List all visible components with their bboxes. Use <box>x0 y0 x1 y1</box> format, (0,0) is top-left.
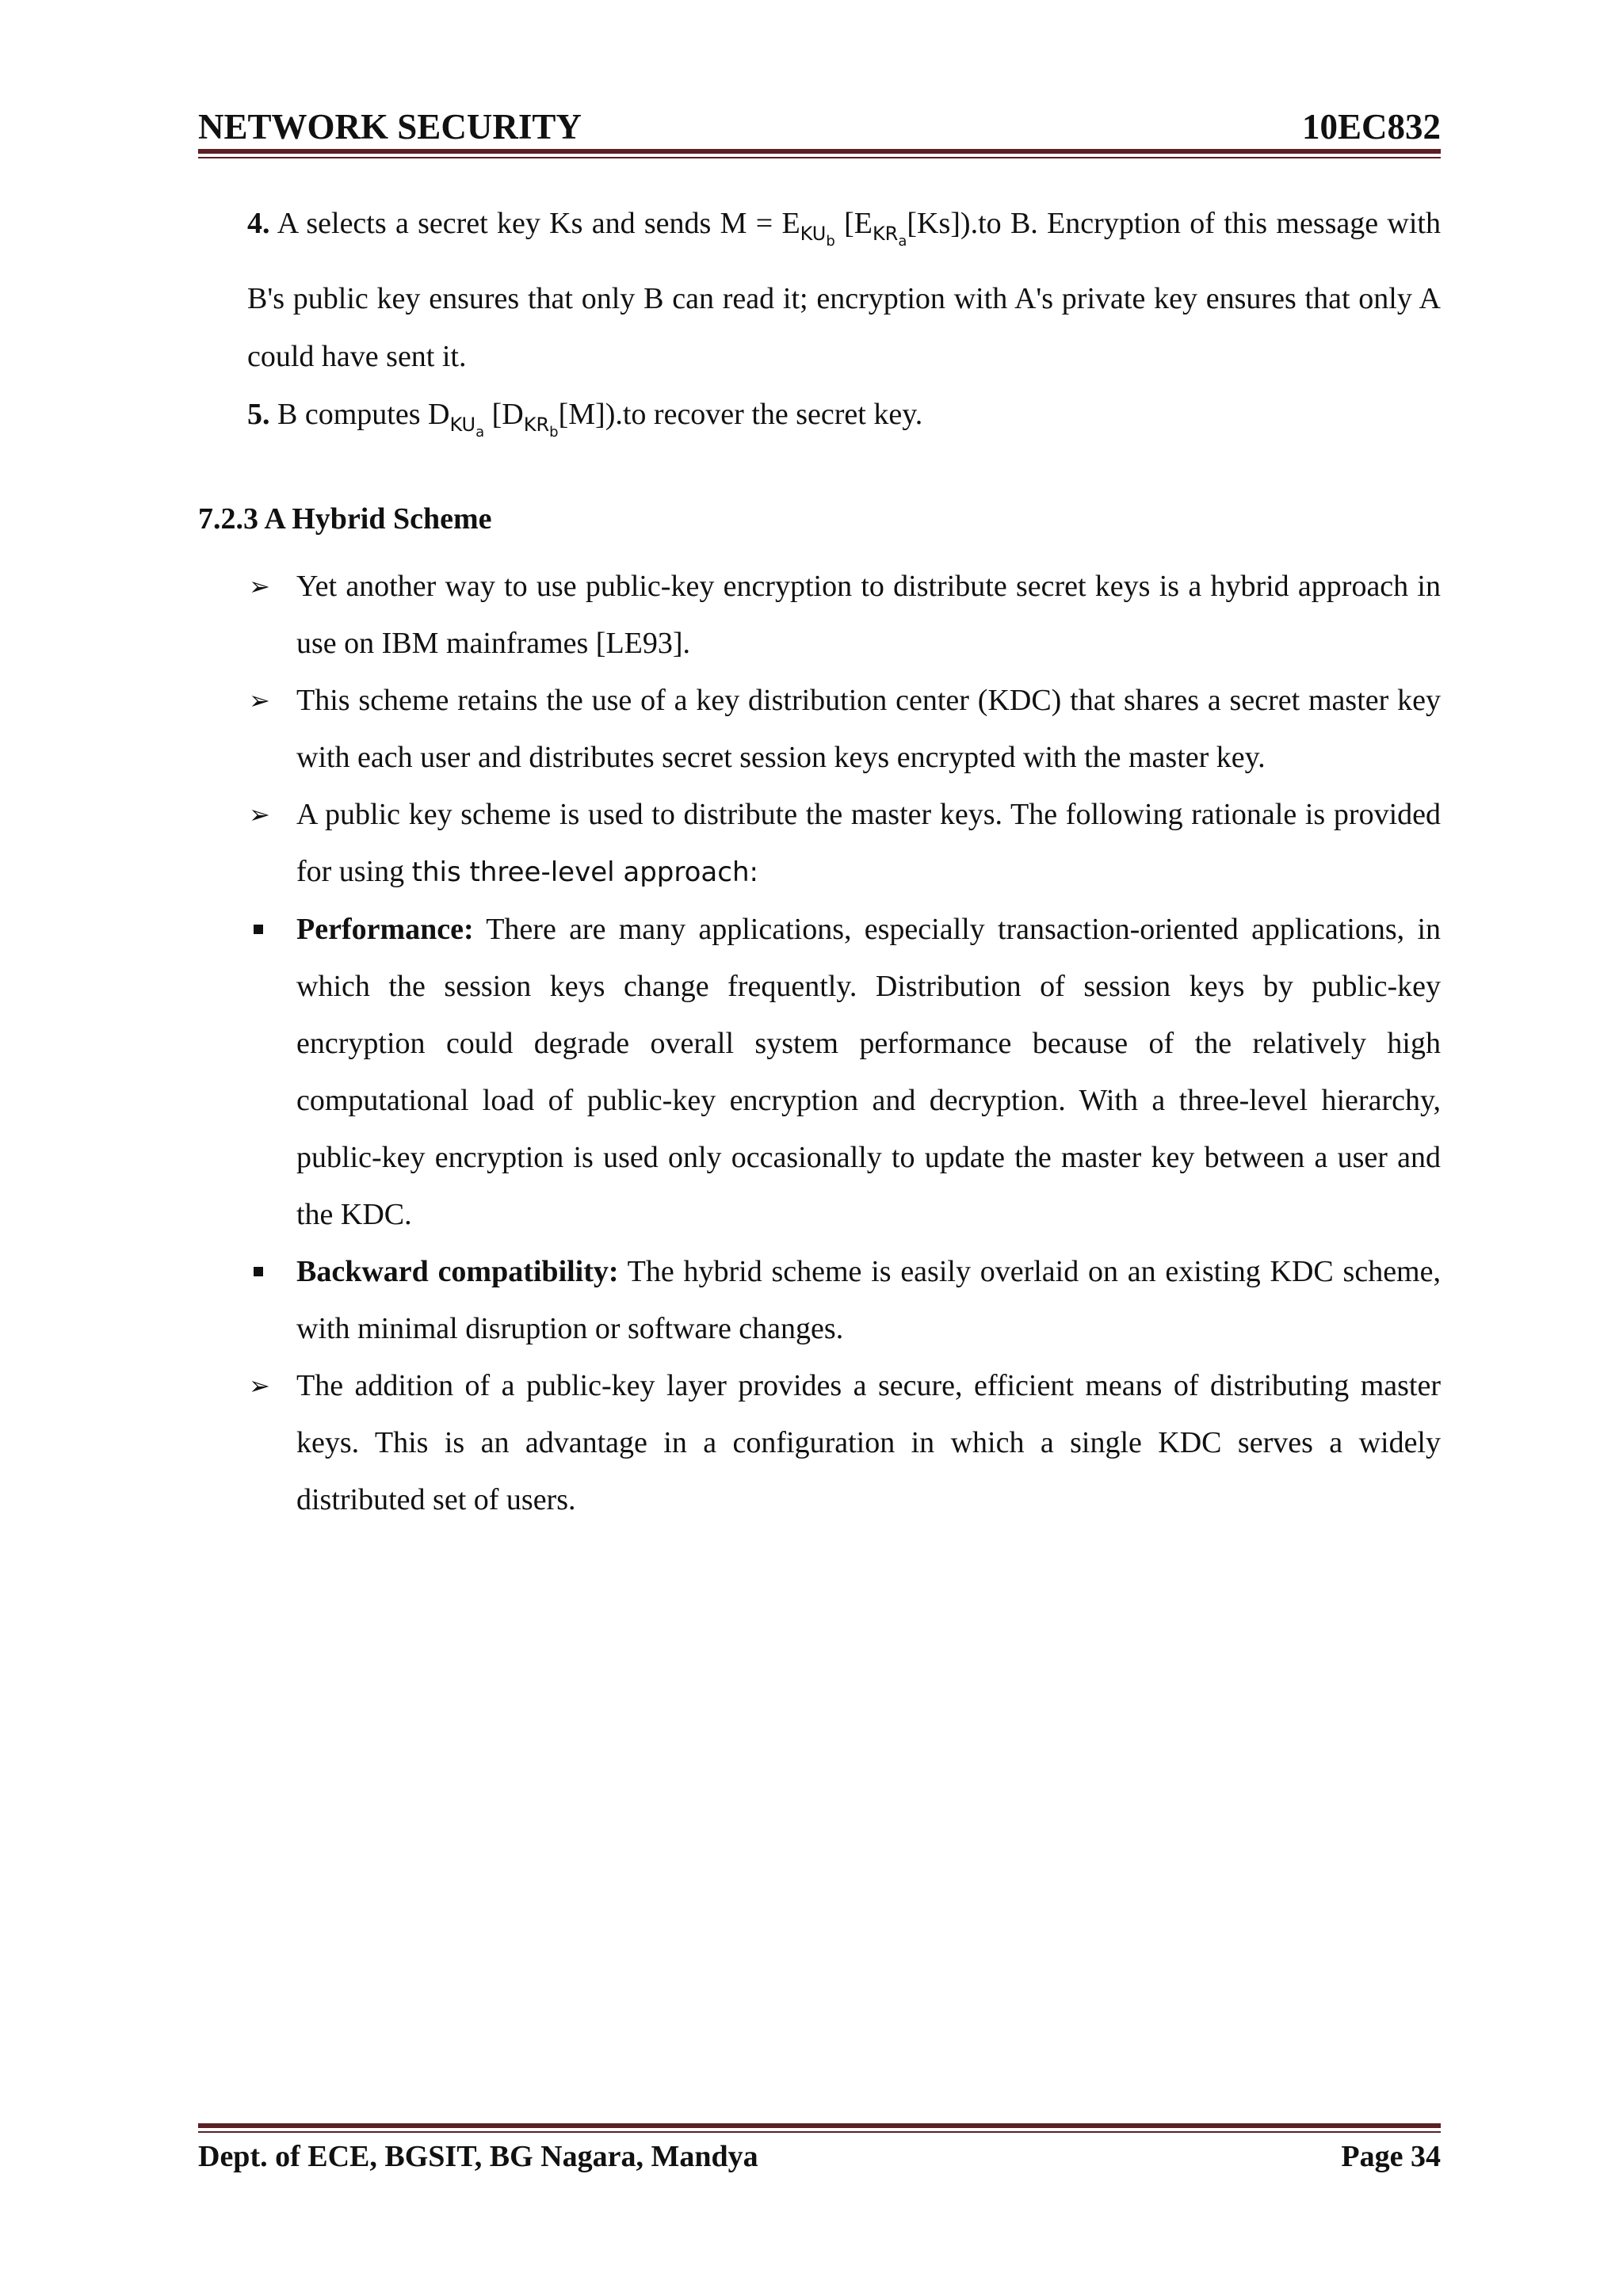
arrow-bullet-icon: ➢ <box>249 799 270 830</box>
sub-bullet-item: Backward compatibility: The hybrid scheme is easily overlaid on an existing KDC scheme, with minimal disruption or software changes. <box>198 1243 1441 1357</box>
page-number: Page 34 <box>1341 2140 1441 2173</box>
course-title: NETWORK SECURITY <box>198 107 582 147</box>
arrow-bullet-icon: ➢ <box>249 1371 270 1401</box>
header-rule-thin <box>198 157 1441 158</box>
bullet-item: ➢ A public key scheme is used to distribute the master keys. The following rationale is provided for using this three-level approach: <box>198 786 1441 901</box>
step-5: 5. B computes $D_{KUa}$ $[D_{KRb}[M]).to$ recover the secret key. <box>247 398 923 441</box>
step-4: 4. A selects a secret key Ks and sends $M = E_{KUb}$ $[E_{KRa}[Ks]).to$ B. Encryption of this message with B's public key ensures that only B can read it; encryption with A's private key ensures that only A could have sent it. <box>247 207 1441 373</box>
arrow-bullet-icon: ➢ <box>249 685 270 715</box>
bullet-item: ➢ The addition of a public-key layer provides a secure, efficient means of distributing master keys. This is an advantage in a configuration in which a single KDC serves a widely distributed set of users. <box>198 1357 1441 1528</box>
square-bullet-icon <box>254 1267 263 1276</box>
department-label: Dept. of ECE, BGSIT, BG Nagara, Mandya <box>198 2140 758 2173</box>
arrow-bullet-icon: ➢ <box>249 571 270 601</box>
page-footer <box>198 2139 1441 2174</box>
bullet-item: ➢ This scheme retains the use of a key distribution center (KDC) that shares a secret master key with each user and distributes secret session keys encrypted with the master key. <box>198 672 1441 786</box>
square-bullet-icon <box>254 925 263 934</box>
footer-rule-thick <box>198 2123 1441 2128</box>
header-rule-thick <box>198 149 1441 154</box>
section-title: 7.2.3 A Hybrid Scheme <box>198 502 492 536</box>
bullet-item: ➢ Yet another way to use public-key encryption to distribute secret keys is a hybrid approach in use on IBM mainframes [LE93]. <box>198 558 1441 672</box>
footer-rule-thin <box>198 2131 1441 2133</box>
course-code: 10EC832 <box>1301 107 1441 147</box>
page-content <box>198 195 1441 1528</box>
page-header <box>198 93 1441 147</box>
sub-bullet-item: Performance: There are many applications, especially transaction-oriented applications, in which the session keys change frequently. Distribution of session keys by public-key encryption could degrade overall system performance because of the relatively high computational load of public-key encryption and decryption. With a three-level hierarchy, public-key encryption is used only occasionally to update the master key between a user and the KDC. <box>198 901 1441 1243</box>
